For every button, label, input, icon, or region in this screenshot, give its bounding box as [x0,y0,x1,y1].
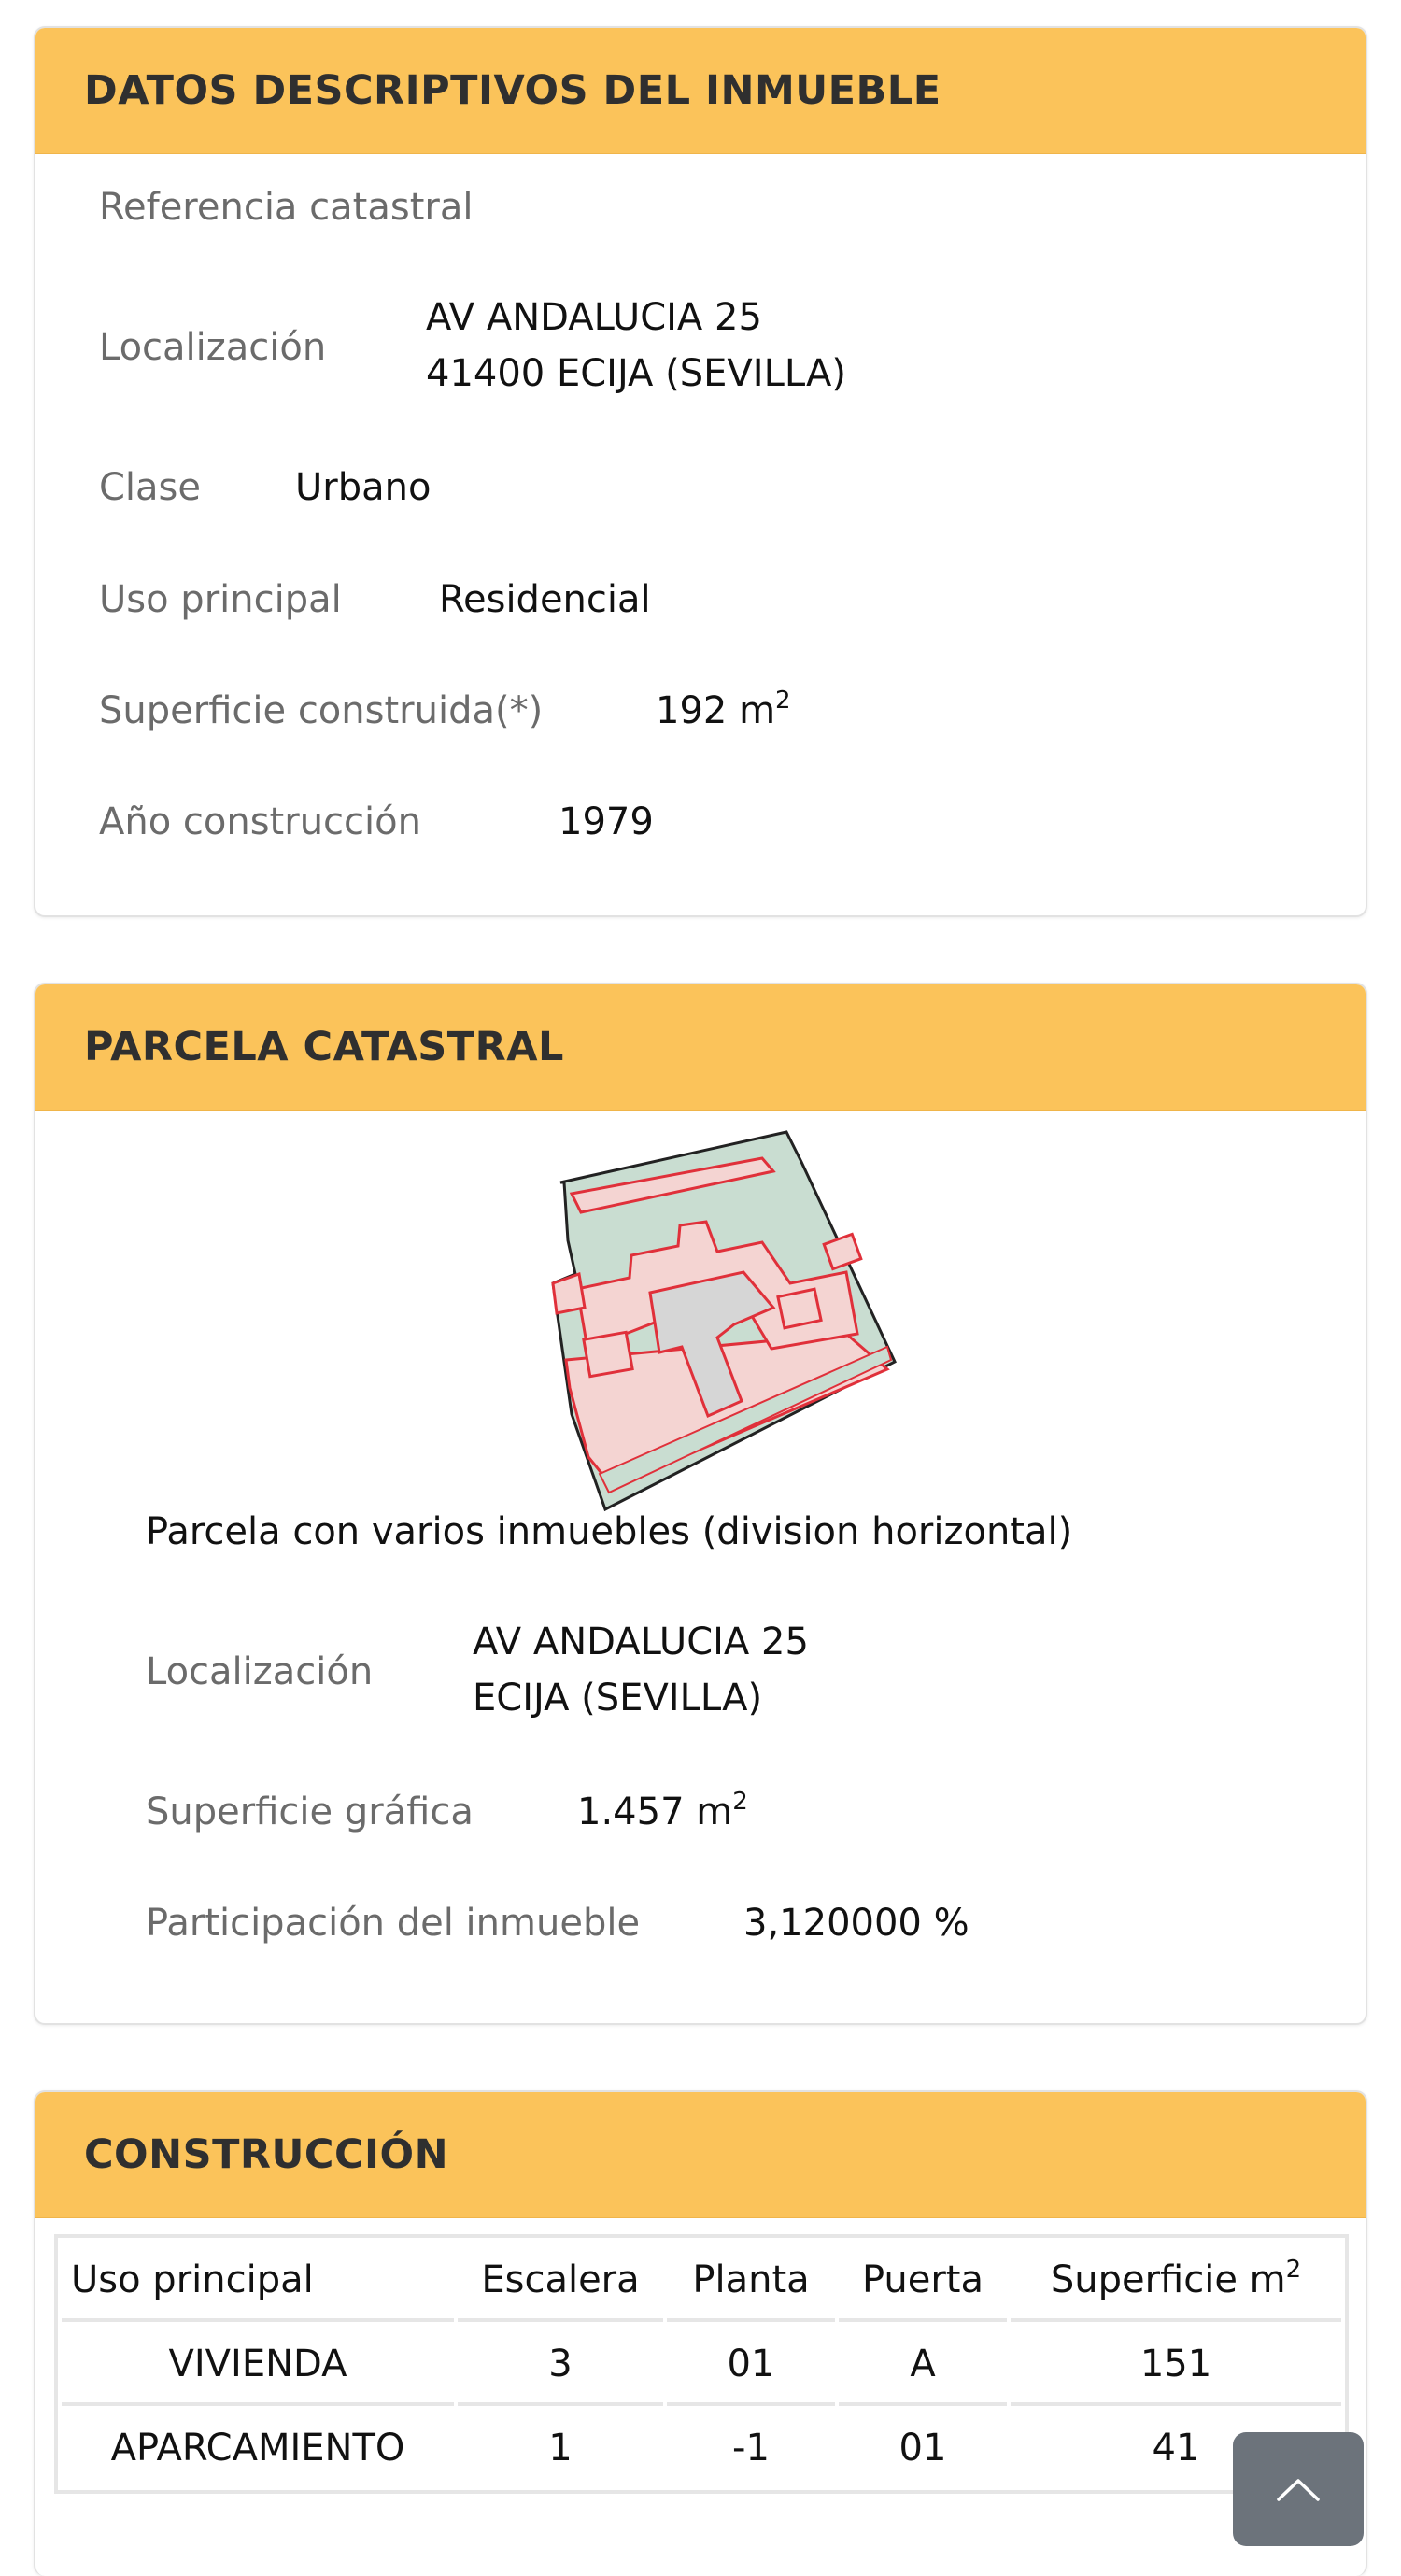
anio-label: Año construcción [99,800,421,843]
table-row [62,2326,1341,2406]
th-puerta: Puerta [839,2242,1007,2322]
parcela-sup-value [577,1784,748,1840]
cell-escalera: 1 [548,2427,573,2470]
th-planta: Planta [667,2242,835,2322]
table-header-row [62,2242,1341,2322]
loc-row [99,319,326,375]
parcela-card [34,983,1367,2025]
loc-line1: AV ANDALUCIA 25 [426,296,762,339]
cell-planta: 01 [667,2326,835,2406]
parcela-sup-number: 1.457 m [577,1790,733,1833]
loc-line2: 41400 ECIJA (SEVILLA) [426,352,847,395]
cell-escalera: 3 [458,2326,663,2406]
th-superficie [1011,2242,1341,2322]
th-superficie-exp: 2 [1285,2256,1302,2284]
parcela-description: Parcela con varios inmuebles (division horizontal) [146,1510,1073,1553]
parcela-part-row [146,1895,969,1951]
anio-row [99,794,654,850]
scroll-top-button[interactable] [1233,2432,1364,2546]
construccion-header [35,2092,1366,2218]
loc-label: Localización [99,326,327,369]
th-escalera: Escalera [458,2242,663,2322]
parcela-loc-label: Localización [146,1650,374,1693]
parcela-loc-value [473,1614,809,1726]
sup-value-number: 192 m [656,689,776,732]
descriptive-title: DATOS DESCRIPTIVOS DEL INMUEBLE [84,67,941,114]
parcela-loc-line2: ECIJA (SEVILLA) [473,1677,763,1720]
cell-puerta: A [839,2326,1007,2406]
sup-unit-exp: 2 [775,686,791,715]
parcela-title: PARCELA CATASTRAL [84,1024,564,1070]
sup-value [656,683,791,739]
ref-row [99,179,473,235]
chevron-up-icon [1275,2475,1322,2503]
table-row [62,2410,1341,2486]
ref-label: Referencia catastral [99,186,474,229]
cell-superficie: 41 [1152,2427,1200,2470]
clase-value: Urbano [295,466,432,509]
descriptive-card [34,26,1367,917]
sup-row [99,683,791,739]
uso-value: Residencial [439,578,651,621]
parcela-header [35,984,1366,1111]
uso-label: Uso principal [99,578,342,621]
construccion-title: CONSTRUCCIÓN [84,2131,449,2178]
anio-value: 1979 [559,800,654,843]
parcela-part-value: 3,120000 % [743,1902,969,1945]
sup-label: Superficie construida(*) [99,689,544,732]
cell-uso: APARCAMIENTO [110,2427,405,2470]
parcela-sup-exp: 2 [732,1788,748,1816]
descriptive-header [35,28,1366,154]
clase-label: Clase [99,466,202,509]
cell-superficie: 151 [1011,2326,1341,2406]
cell-planta: -1 [732,2427,770,2470]
cell-uso: VIVIENDA [62,2326,454,2406]
parcela-part-label: Participación del inmueble [146,1902,641,1945]
building-small-a [584,1332,632,1376]
parcela-sup-row [146,1784,748,1840]
parcel-map[interactable] [510,1115,902,1517]
cell-puerta: 01 [899,2427,947,2470]
uso-row [99,572,651,628]
parcela-sup-label: Superficie gráfica [146,1790,474,1833]
construccion-table [54,2234,1349,2494]
th-superficie-label: Superficie m [1050,2258,1286,2301]
loc-value [426,290,846,402]
th-uso: Uso principal [62,2242,454,2322]
parcela-loc-row [146,1644,373,1700]
parcela-loc-line1: AV ANDALUCIA 25 [473,1621,809,1663]
clase-row [99,460,432,516]
building-small-b [778,1289,821,1328]
construccion-card [34,2090,1367,2576]
